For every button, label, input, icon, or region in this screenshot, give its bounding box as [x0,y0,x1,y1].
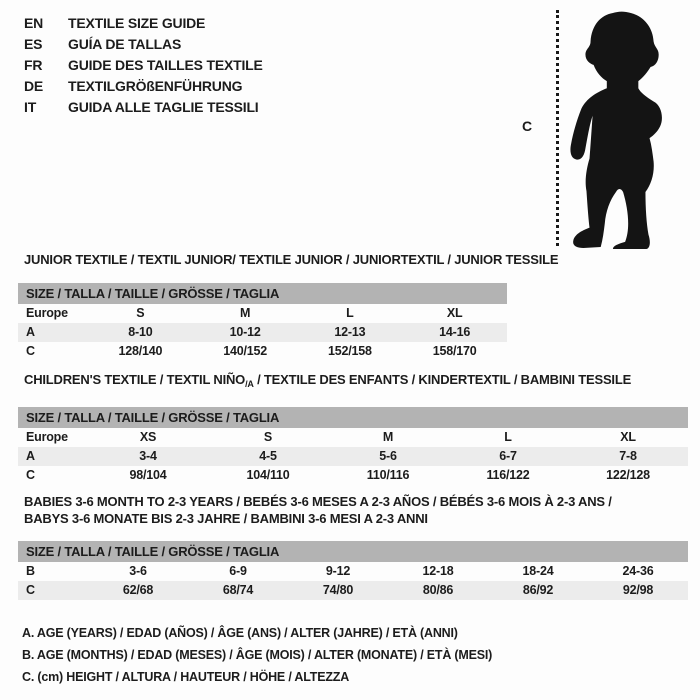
childrens-table-title [18,372,688,392]
table-row-europe [18,428,688,447]
language-code: DE [24,78,44,94]
height-cell: 128/140 [118,344,163,358]
age-cell: 18-24 [522,564,554,578]
size-cell: M [240,306,251,320]
language-title: TEXTILE SIZE GUIDE [68,15,206,31]
size-cell: L [504,430,512,444]
language-title: GUIDA ALLE TAGLIE TESSILI [68,99,259,115]
row-label: C [26,583,35,597]
title-subscript: /A [245,379,254,389]
title-part: / TEXTILE DES ENFANTS / KINDERTEXTIL / BAMBINI TESSILE [253,372,632,387]
row-label: Europe [26,306,68,320]
size-cell: S [263,430,273,444]
age-cell: 24-36 [622,564,654,578]
childrens-textile-section [18,372,688,485]
title-part: CHILDREN'S TEXTILE / TEXTIL NIÑO [24,372,246,387]
size-cell: XS [139,430,157,444]
footnote-legend [22,622,492,688]
height-cell: 98/104 [129,468,167,482]
size-header-bar: SIZE / TALLA / TAILLE / GRÖSSE / TAGLIA [18,541,688,562]
language-row-fr [24,55,263,76]
row-label: A [26,325,35,339]
height-measure-label: C [522,118,532,134]
footnote-a: A. AGE (YEARS) / EDAD (AÑOS) / ÂGE (ANS) / ALTER (JAHRE) / ETÀ (ANNI) [22,626,458,640]
language-list [24,13,263,118]
table-row-age-years [18,323,507,342]
table-row-age-months [18,562,688,581]
junior-table-title: JUNIOR TEXTILE / TEXTIL JUNIOR/ TEXTILE JUNIOR / JUNIORTEXTIL / JUNIOR TESSILE [24,252,559,267]
babies-table-title-line1: BABIES 3-6 MONTH TO 2-3 YEARS / BEBÉS 3-6 MESES A 2-3 AÑOS / BÉBÉS 3-6 MOIS À 2-3 ANS / [24,494,612,509]
age-cell: 6-7 [499,449,517,463]
language-row-es [24,34,263,55]
size-header-bar: SIZE / TALLA / TAILLE / GRÖSSE / TAGLIA [18,407,688,428]
language-code: IT [24,99,37,115]
age-cell: 4-5 [259,449,277,463]
babies-table [18,541,688,600]
height-cell: 122/128 [606,468,650,482]
age-cell: 7-8 [619,449,637,463]
childrens-table [18,407,688,485]
height-cell: 110/116 [366,468,410,482]
height-cell: 140/152 [223,344,268,358]
age-cell: 6-9 [229,564,247,578]
height-cell: 80/86 [422,583,454,597]
language-code: FR [24,57,43,73]
size-cell: M [382,430,394,444]
language-title: GUIDE DES TAILLES TEXTILE [68,57,263,73]
age-cell: 3-4 [139,449,157,463]
age-cell: 10-12 [229,325,261,339]
table-row-height-cm [18,342,507,361]
age-cell: 14-16 [439,325,471,339]
baby-silhouette-icon [566,10,670,250]
age-cell: 5-6 [379,449,397,463]
size-cell: XL [446,306,463,320]
table-row-europe [18,304,507,323]
row-label: A [26,449,35,463]
height-measure-dotted-line [556,10,559,246]
age-cell: 12-18 [422,564,454,578]
babies-textile-section [18,493,688,600]
height-cell: 92/98 [622,583,654,597]
language-row-de [24,76,263,97]
age-cell: 12-13 [334,325,366,339]
language-title: TEXTILGRÖßENFÜHRUNG [68,78,243,94]
size-cell: S [136,306,145,320]
row-label: C [26,344,35,358]
size-cell: XL [620,430,636,444]
age-cell: 9-12 [325,564,351,578]
language-code: ES [24,36,43,52]
language-code: EN [24,15,44,31]
table-row-height-cm [18,466,688,485]
table-row-age-years [18,447,688,466]
row-label: Europe [26,430,68,444]
junior-table [18,283,507,361]
table-row-height-cm [18,581,688,600]
height-cell: 74/80 [322,583,354,597]
language-title: GUÍA DE TALLAS [68,36,182,52]
height-cell: 116/122 [486,468,530,482]
footnote-c: C. (cm) HEIGHT / ALTURA / HAUTEUR / HÖHE / ALTEZZA [22,670,350,684]
junior-textile-section [18,252,559,361]
babies-table-title-line2: BABYS 3-6 MONATE BIS 2-3 JAHRE / BAMBINI 3-6 MESI A 2-3 ANNI [24,511,428,526]
size-header-bar: SIZE / TALLA / TAILLE / GRÖSSE / TAGLIA [18,283,507,304]
language-row-en [24,13,263,34]
language-row-it [24,97,263,118]
height-cell: 158/170 [432,344,477,358]
age-cell: 3-6 [129,564,147,578]
height-cell: 152/158 [327,344,372,358]
height-cell: 62/68 [122,583,154,597]
height-cell: 86/92 [522,583,554,597]
size-cell: L [346,306,354,320]
row-label: C [26,468,35,482]
measurement-figure [520,8,690,250]
height-cell: 104/110 [246,468,290,482]
height-cell: 68/74 [222,583,254,597]
row-label: B [26,564,35,578]
age-cell: 8-10 [128,325,153,339]
footnote-b: B. AGE (MONTHS) / EDAD (MESES) / ÂGE (MOIS) / ALTER (MONATE) / ETÀ (MESI) [22,648,493,662]
